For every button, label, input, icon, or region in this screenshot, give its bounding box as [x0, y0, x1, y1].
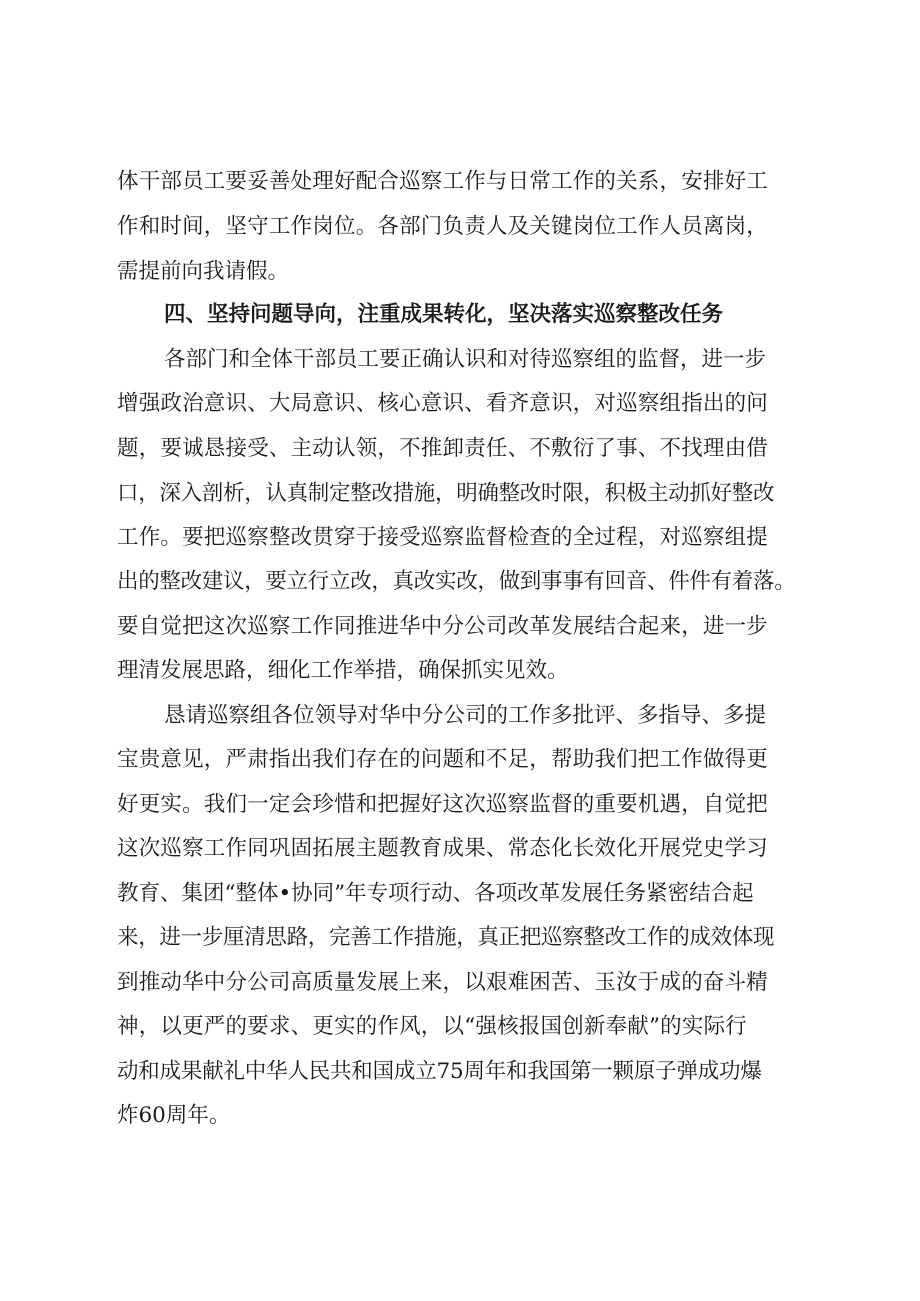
- paragraph-line: 到推动华中分公司高质量发展上来，以艰难困苦、玉汝于成的奋斗精: [117, 970, 769, 995]
- paragraph-line: 来，进一步厘清思路，完善工作措施，真正把巡察整改工作的成效体现: [117, 925, 775, 950]
- paragraph-line: 口，深入剖析，认真制定整改措施，明确整改时限，积极主动抓好整改: [117, 481, 775, 506]
- paragraph-line: 宝贵意见，严肃指出我们存在的问题和不足，帮助我们把工作做得更: [117, 747, 769, 772]
- paragraph-line: 工作。要把巡察整改贯穿于接受巡察监督检查的全过程，对巡察组提: [117, 525, 769, 550]
- paragraph-line: 需提前向我请假。: [117, 259, 290, 284]
- paragraph-line: 增强政治意识、大局意识、核心意识、看齐意识，对巡察组指出的问: [117, 391, 769, 416]
- paragraph-line: 体干部员工要妥善处理好配合巡察工作与日常工作的关系，安排好工: [117, 169, 769, 194]
- paragraph-line: 炸60周年。: [117, 1103, 231, 1128]
- paragraph-line: 这次巡察工作同巩固拓展主题教育成果、常态化长效化开展党史学习: [117, 836, 769, 861]
- paragraph-line: 教育、集团“整体•协同”年专项行动、各项改革发展任务紧密结合起: [117, 881, 754, 906]
- paragraph-line: 出的整改建议，要立行立改，真改实改，做到事事有回音、件件有着落。: [117, 569, 796, 594]
- paragraph-line: 题，要诚恳接受、主动认领，不推卸责任、不敷衍了事、不找理由借: [117, 436, 769, 461]
- paragraph-line: 恳请巡察组各位领导对华中分公司的工作多批评、多指导、多提: [164, 703, 767, 728]
- paragraph-line: 好更实。我们一定会珍惜和把握好这次巡察监督的重要机遇，自觉把: [117, 792, 769, 817]
- paragraph-line: 要自觉把这次巡察工作同推进华中分公司改革发展结合起来，进一步: [117, 614, 769, 639]
- section-heading: 四、坚持问题导向，注重成果转化，坚决落实巡察整改任务: [164, 302, 724, 327]
- paragraph-line: 作和时间，坚守工作岗位。各部门负责人及关键岗位工作人员离岗，: [117, 214, 769, 239]
- paragraph-line: 动和成果献礼中华人民共和国成立75周年和我国第一颗原子弹成功爆: [117, 1059, 762, 1084]
- paragraph-line: 理清发展思路，细化工作举措，确保抓实见效。: [117, 658, 569, 683]
- paragraph-line: 神，以更严的要求、更实的作风，以“强核报国创新奉献”的实际行: [117, 1014, 747, 1039]
- paragraph-line: 各部门和全体干部员工要正确认识和对待巡察组的监督，进一步: [164, 347, 767, 372]
